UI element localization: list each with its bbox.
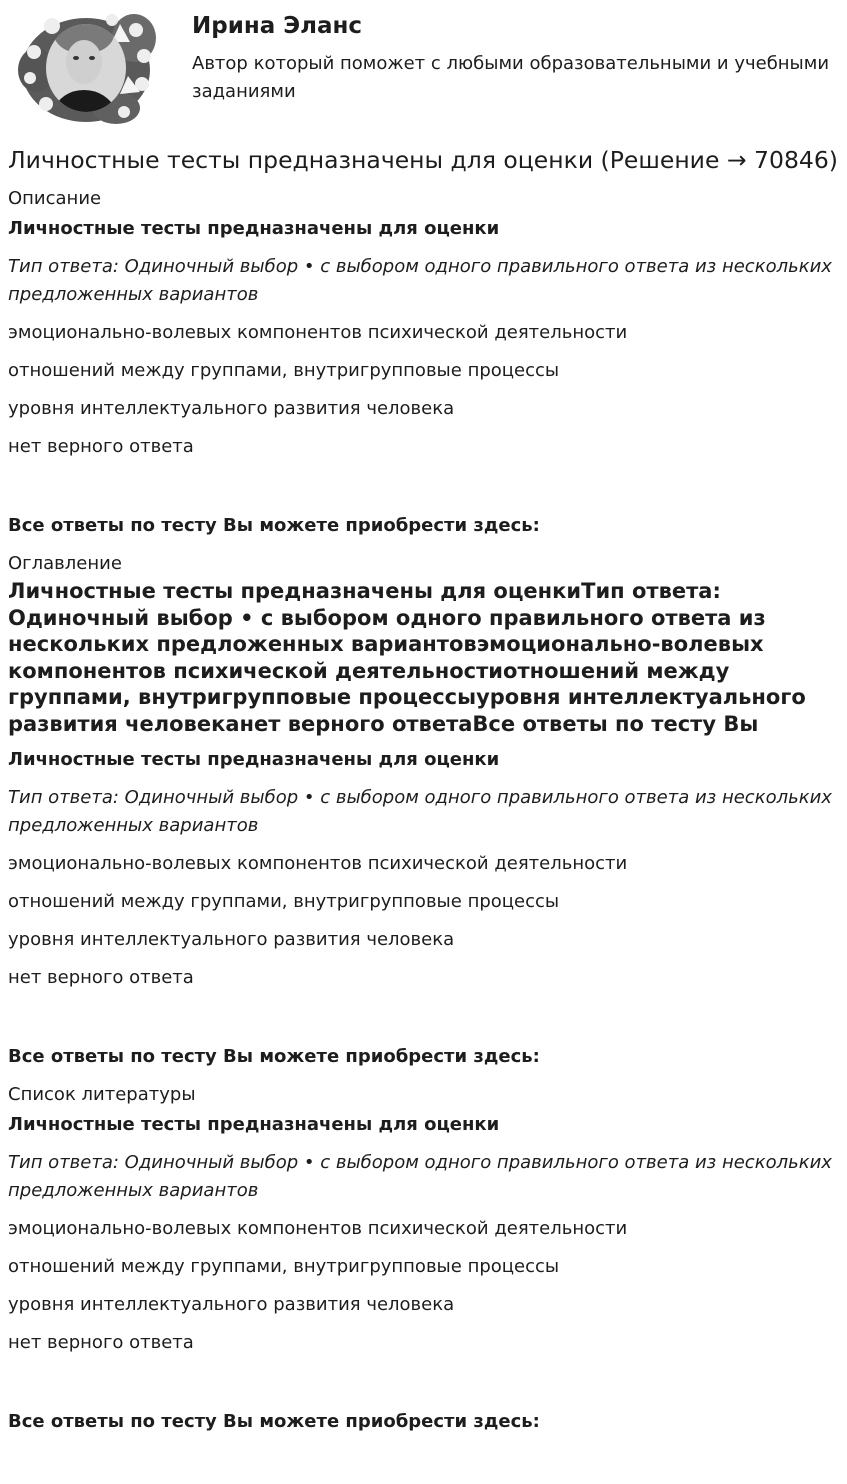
answer-option: отношений между группами, внутригрупповые процессы <box>8 360 560 381</box>
buy-answers-note: Все ответы по тесту Вы можете приобрести здесь: <box>8 515 540 536</box>
question-title: Личностные тесты предназначены для оценки <box>8 218 500 239</box>
author-name[interactable]: Ирина Эланс <box>192 13 363 39</box>
buy-answers-note: Все ответы по тесту Вы можете приобрести здесь: <box>8 1411 540 1432</box>
question-title: Личностные тесты предназначены для оценки <box>8 749 500 770</box>
answer-type: Тип ответа: Одиночный выбор • с выбором одного правильного ответа из нескольких предложенных вариантов <box>8 256 832 305</box>
answer-option: уровня интеллектуального развития человека <box>8 929 455 950</box>
page-title: Личностные тесты предназначены для оценки (Решение → 70846) <box>8 146 838 174</box>
answer-option: уровня интеллектуального развития человека <box>8 398 455 419</box>
question-title: Личностные тесты предназначены для оценки <box>8 1114 500 1135</box>
answer-option: эмоционально-волевых компонентов психической деятельности <box>8 853 628 874</box>
answer-option: нет верного ответа <box>8 1332 194 1353</box>
answer-option: эмоционально-волевых компонентов психической деятельности <box>8 322 628 343</box>
answer-option: отношений между группами, внутригрупповые процессы <box>8 891 560 912</box>
description-label: Описание <box>8 188 102 209</box>
toc-label: Оглавление <box>8 553 122 574</box>
answer-option: нет верного ответа <box>8 436 194 457</box>
answer-option: нет верного ответа <box>8 967 194 988</box>
author-card <box>8 0 839 130</box>
answer-option: уровня интеллектуального развития человека <box>8 1294 455 1315</box>
bibliography-label: Список литературы <box>8 1084 196 1105</box>
author-avatar[interactable] <box>16 8 158 126</box>
answer-option: отношений между группами, внутригрупповые процессы <box>8 1256 560 1277</box>
author-description: Автор который поможет с любыми образовательными и учебными заданиями <box>192 53 830 102</box>
answer-type: Тип ответа: Одиночный выбор • с выбором одного правильного ответа из нескольких предложенных вариантов <box>8 1152 832 1201</box>
toc-summary: Личностные тесты предназначены для оценкиТип ответа: Одиночный выбор • с выбором одного правильного ответа из нескольких предложенных вариантовэмоционально-волевых компонентов психической деятельностиотношений между группами, внутригрупповые процессыуровня интеллектуального развития человеканет верного ответаВсе ответы по тесту Вы <box>8 579 806 736</box>
answer-type: Тип ответа: Одиночный выбор • с выбором одного правильного ответа из нескольких предложенных вариантов <box>8 787 832 836</box>
answer-option: эмоционально-волевых компонентов психической деятельности <box>8 1218 628 1239</box>
buy-answers-note: Все ответы по тесту Вы можете приобрести здесь: <box>8 1046 540 1067</box>
